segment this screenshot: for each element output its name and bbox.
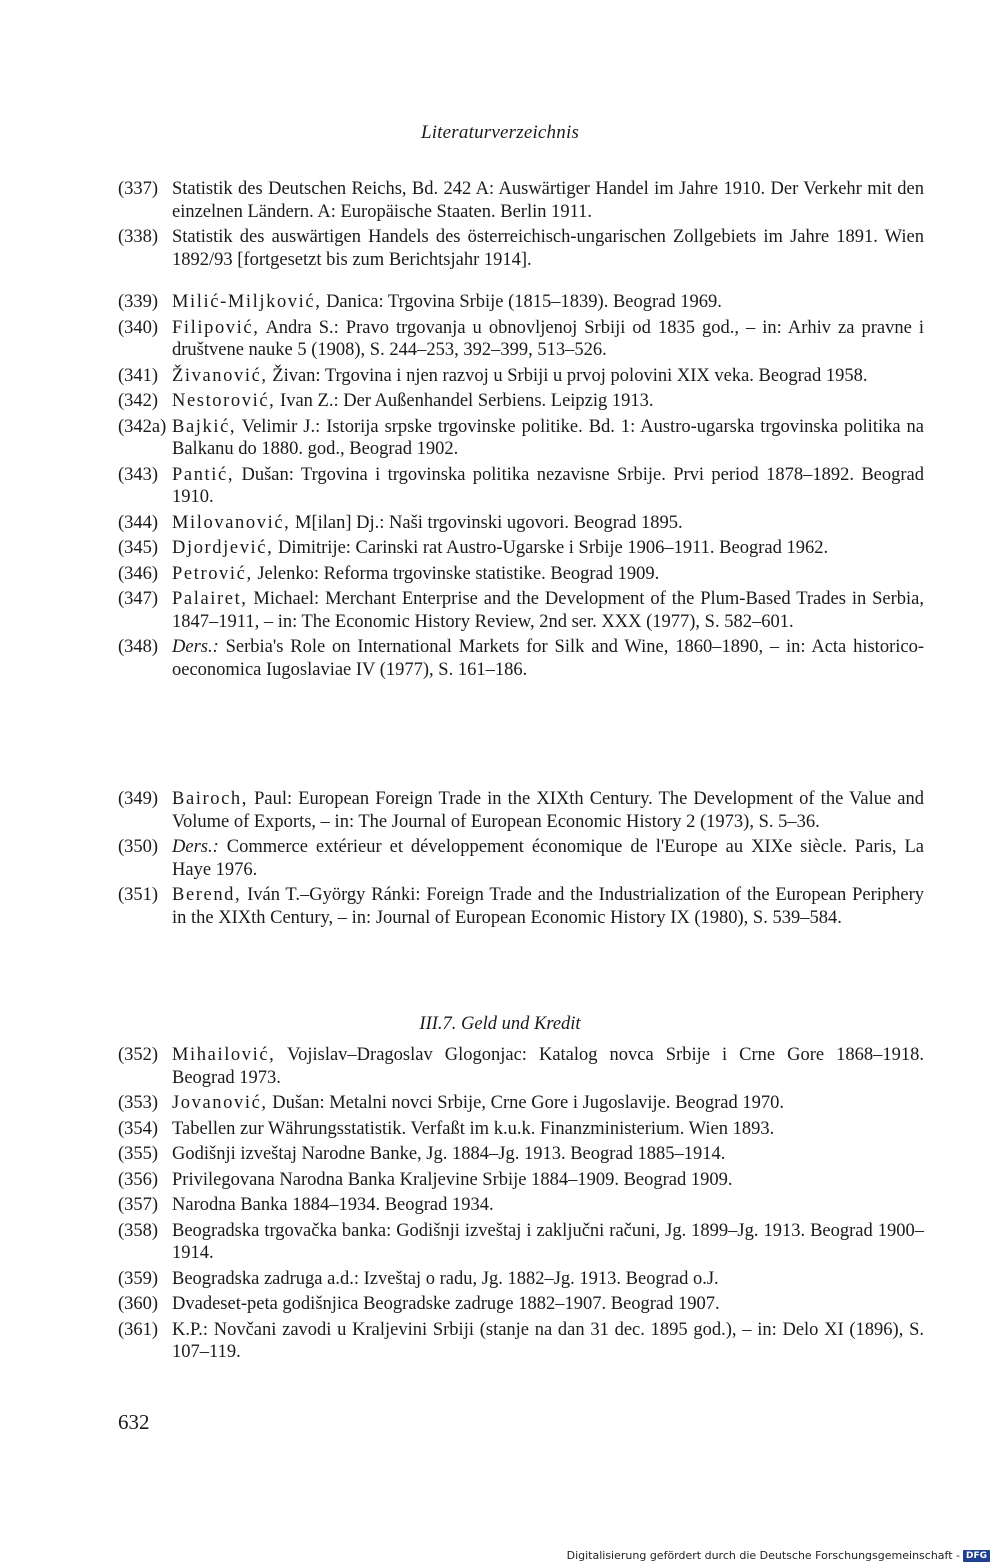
entry-number: (349): [118, 789, 159, 809]
bibliography-entry: [118, 226, 924, 271]
bibliography-entry: [118, 1319, 924, 1364]
bibliography-entry: [118, 1118, 924, 1141]
entry-ditto-author: Ders.:: [172, 637, 219, 657]
bibliography-entry: [118, 1143, 924, 1166]
bibliography-entry: [118, 1293, 924, 1316]
entry-text: Commerce extérieur et développement économique de l'Europe au XIXe siècle. Paris, La Haye 1976.: [172, 837, 924, 880]
entry-number: (346): [118, 563, 159, 584]
bibliography-entry: [118, 365, 924, 388]
entry-number: (359): [118, 1268, 159, 1289]
entry-author: Berend,: [172, 885, 242, 905]
bibliography-entry: [118, 416, 924, 461]
entry-author: Petrović,: [172, 563, 253, 584]
bibliography-entry: [118, 317, 924, 362]
entry-text: Dušan: Trgovina i trgovinska politika nezavisne Srbije. Prvi period 1878–1892. Beograd 1910.: [172, 464, 924, 507]
entry-author: Pantić,: [172, 464, 235, 485]
bibliography-entry: [118, 836, 924, 881]
bibliography-list-money-credit: [118, 1044, 924, 1367]
bibliography-entry: [118, 636, 924, 681]
entry-number: (341): [118, 365, 159, 386]
entry-text: Iván T.–György Ránki: Foreign Trade and the Industrialization of the European Periphery in the XIXth Century, – in: Journal of European Economic History IX (1980), S. 539–584.: [172, 885, 924, 928]
bibliography-entry: [118, 788, 924, 833]
entry-text: Velimir J.: Istorija srpske trgovinske politike. Bd. 1: Austro-ugarska trgovinska politika na Balkanu do 1880. god., Beograd 1902.: [172, 416, 924, 459]
entry-text: Statistik des Deutschen Reichs, Bd. 242 A: Auswärtiger Handel im Jahre 1910. Der Verkehr mit den einzelnen Ländern. A: Europäische Staaten. Berlin 1911.: [172, 179, 924, 222]
entry-text: Narodna Banka 1884–1934. Beograd 1934.: [172, 1195, 494, 1215]
entry-number: (356): [118, 1169, 159, 1190]
bibliography-entry: [118, 291, 924, 314]
entry-author: Djordjević,: [172, 538, 274, 558]
entry-number: (360): [118, 1294, 159, 1314]
entry-number: (352): [118, 1045, 159, 1065]
entry-author: Milić-Miljković,: [172, 292, 322, 312]
entry-number: (343): [118, 464, 159, 485]
entry-text: Tabellen zur Währungsstatistik. Verfaßt im k.u.k. Finanzministerium. Wien 1893.: [172, 1118, 775, 1139]
entry-number: (338): [118, 227, 159, 247]
entry-author: Bairoch,: [172, 789, 248, 809]
entry-text: Serbia's Role on International Markets for Silk and Wine, 1860–1890, – in: Acta historico-oeconomica Iugoslaviae IV (1977), S. 161–186.: [172, 637, 924, 680]
footer-credit: [567, 1549, 990, 1562]
entry-number: (344): [118, 512, 159, 533]
entry-text: Godišnji izveštaj Narodne Banke, Jg. 1884–Jg. 1913. Beograd 1885–1914.: [172, 1144, 726, 1164]
entry-text: Jelenko: Reforma trgovinske statistike. Beograd 1909.: [252, 563, 660, 584]
bibliography-entry: [118, 537, 924, 560]
dfg-logo: DFG: [963, 1550, 990, 1562]
entry-text: Beogradska zadruga a.d.: Izveštaj o radu, Jg. 1882–Jg. 1913. Beograd o.J.: [172, 1268, 719, 1289]
entry-number: (358): [118, 1220, 159, 1241]
entry-author: Nestorović,: [172, 391, 276, 411]
entry-author: Mihailović,: [172, 1045, 276, 1065]
entry-number: (342a): [118, 416, 167, 437]
entry-number: (355): [118, 1144, 159, 1164]
bibliography-entry: [118, 588, 924, 633]
entry-text: Statistik des auswärtigen Handels des österreichisch-ungarischen Zollgebiets im Jahre 1891. Wien 1892/93 [fortgesetzt bis zum Berichtsjahr 1914].: [172, 227, 924, 270]
entry-number: (347): [118, 589, 159, 609]
bibliography-entry: [118, 390, 924, 413]
entry-text: Dvadeset-peta godišnjica Beogradske zadruge 1882–1907. Beograd 1907.: [172, 1294, 720, 1314]
entry-author: Milovanović,: [172, 512, 291, 533]
entry-number: (339): [118, 292, 159, 312]
bibliography-entry: [118, 178, 924, 223]
entry-text: Danica: Trgovina Srbije (1815–1839). Beograd 1969.: [321, 292, 722, 312]
bibliography-entry: [118, 512, 924, 535]
entry-number: (351): [118, 885, 159, 905]
bibliography-list-trade: [118, 178, 924, 684]
bibliography-entry: [118, 884, 924, 929]
entry-text: M[ilan] Dj.: Naši trgovinski ugovori. Beograd 1895.: [290, 512, 683, 533]
entry-author: Filipović,: [172, 317, 260, 338]
entry-number: (354): [118, 1118, 159, 1139]
entry-number: (357): [118, 1195, 159, 1215]
entry-text: Dušan: Metalni novci Srbije, Crne Gore i Jugoslavije. Beograd 1970.: [267, 1093, 785, 1113]
page-number: 632: [118, 1410, 150, 1434]
entry-text: Vojislav–Dragoslav Glogonjac: Katalog novca Srbije i Crne Gore 1868–1918. Beograd 1973.: [172, 1045, 924, 1088]
bibliography-entry: [118, 1092, 924, 1115]
entry-number: (361): [118, 1319, 159, 1340]
entry-text: Beogradska trgovačka banka: Godišnji izveštaj i zaključni računi, Jg. 1899–Jg. 1913. Beograd 1900–1914.: [172, 1220, 924, 1263]
bibliography-entry: [118, 464, 924, 509]
entry-author: Živanović,: [172, 365, 268, 386]
entry-text: Ivan Z.: Der Außenhandel Serbiens. Leipzig 1913.: [275, 391, 654, 411]
entry-author: Bajkić,: [172, 416, 237, 437]
entry-text: Privilegovana Narodna Banka Kraljevine Srbije 1884–1909. Beograd 1909.: [172, 1169, 733, 1190]
entry-text: Michael: Merchant Enterprise and the Development of the Plum-Based Trades in Serbia, 1847–1911, – in: The Economic History Review, 2nd ser. XXX (1977), S. 582–601.: [172, 589, 924, 632]
entry-number: (342): [118, 391, 159, 411]
entry-number: (340): [118, 317, 159, 338]
entry-text: Andra S.: Pravo trgovanja u obnovljenoj Srbiji od 1835 god., – in: Arhiv za pravne i društvene nauke 5 (1908), S. 244–253, 392–399, 513–526.: [172, 317, 924, 360]
entry-number: (345): [118, 538, 159, 558]
bibliography-list-european-trade: [118, 788, 924, 932]
bibliography-entry: [118, 563, 924, 586]
entry-author: Palairet,: [172, 589, 248, 609]
bibliography-entry: [118, 1220, 924, 1265]
entry-number: (350): [118, 837, 159, 857]
bibliography-entry: [118, 1044, 924, 1089]
entry-ditto-author: Ders.:: [172, 837, 219, 857]
footer-text: Digitalisierung gefördert durch die Deutsche Forschungsgemeinschaft -: [566, 1549, 960, 1562]
bibliography-entry: [118, 1268, 924, 1291]
entry-text: K.P.: Novčani zavodi u Kraljevini Srbiji (stanje na dan 31 dec. 1895 god.), – in: Delo XI (1896), S. 107–119.: [172, 1319, 924, 1362]
entry-text: Živan: Trgovina i njen razvoj u Srbiji u prvoj polovini XIX veka. Beograd 1958.: [267, 365, 868, 386]
entry-number: (348): [118, 637, 159, 657]
bibliography-entry: [118, 1169, 924, 1192]
entry-number: (353): [118, 1093, 159, 1113]
running-head: Literaturverzeichnis: [420, 122, 580, 143]
bibliography-entry: [118, 1194, 924, 1217]
entry-text: Dimitrije: Carinski rat Austro-Ugarske i Srbije 1906–1911. Beograd 1962.: [273, 538, 829, 558]
section-title: III.7. Geld und Kredit: [419, 1014, 581, 1034]
entry-number: (337): [118, 179, 159, 199]
entry-author: Jovanović,: [172, 1093, 268, 1113]
entry-text: Paul: European Foreign Trade in the XIXth Century. The Development of the Value and Volume of Exports, – in: The Journal of European Economic History 2 (1973), S. 5–36.: [172, 789, 924, 832]
